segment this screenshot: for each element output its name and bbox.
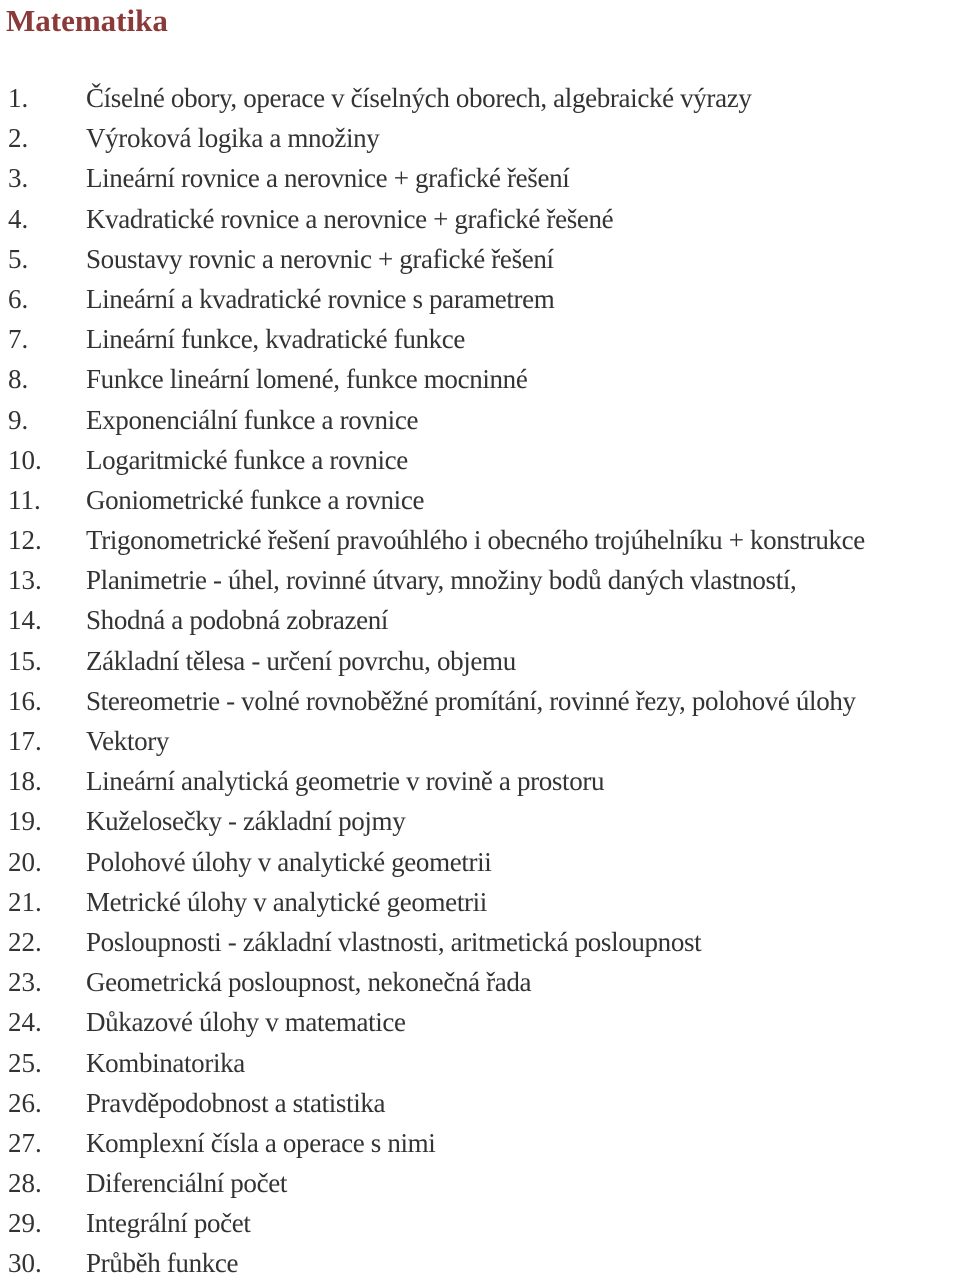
list-item-number: 7. (8, 324, 29, 355)
list-item-number: 11. (8, 484, 41, 515)
list-item-text: Kombinatorika (86, 1047, 245, 1078)
list-item-text: Logaritmické funkce a rovnice (86, 444, 408, 475)
list-item-text: Integrální počet (86, 1208, 251, 1239)
list-item-number: 27. (8, 1127, 42, 1158)
list-item-number: 24. (8, 1007, 42, 1038)
list-item-text: Geometrická posloupnost, nekonečná řada (86, 967, 532, 998)
list-item-number: 29. (8, 1208, 42, 1239)
list-item-text: Lineární a kvadratické rovnice s parametrem (86, 283, 555, 314)
list-item-text: Stereometrie - volné rovnoběžné promítání, rovinné řezy, polohové úlohy (86, 685, 856, 716)
list-item-number: 9. (8, 404, 29, 435)
list-item-text: Posloupnosti - základní vlastnosti, aritmetická posloupnost (86, 926, 702, 957)
list-item-number: 3. (8, 163, 29, 194)
list-item-text: Lineární rovnice a nerovnice + grafické řešení (86, 163, 570, 194)
list-item-number: 14. (8, 605, 42, 636)
list-item-text: Komplexní čísla a operace s nimi (86, 1127, 436, 1158)
list-item-number: 8. (8, 364, 29, 395)
list-item-text: Goniometrické funkce a rovnice (86, 484, 425, 515)
list-item-text: Diferenciální počet (86, 1168, 287, 1199)
list-item-text: Lineární analytická geometrie v rovině a prostoru (86, 766, 605, 797)
list-item-text: Pravděpodobnost a statistika (86, 1087, 386, 1118)
list-item-number: 23. (8, 967, 42, 998)
list-item-text: Kvadratické rovnice a nerovnice + grafické řešené (86, 203, 614, 234)
list-item-number: 10. (8, 444, 42, 475)
list-item-number: 20. (8, 846, 42, 877)
list-item-text: Metrické úlohy v analytické geometrii (86, 886, 487, 917)
list-item-number: 21. (8, 886, 42, 917)
list-item-text: Planimetrie - úhel, rovinné útvary, množiny bodů daných vlastností, (86, 565, 797, 596)
list-item-number: 1. (8, 83, 29, 113)
list-item-text: Vektory (86, 726, 170, 756)
page-title: Matematika (6, 3, 168, 38)
list-item-number: 6. (8, 283, 29, 314)
list-item-text: Číselné obory, operace v číselných oborech, algebraické výrazy (86, 83, 752, 113)
list-item-text: Výroková logika a množiny (86, 123, 380, 154)
list-item-number: 4. (8, 203, 29, 234)
list-item-text: Soustavy rovnic a nerovnic + grafické řešení (86, 243, 554, 274)
list-item-text: Trigonometrické řešení pravoúhlého i obecného trojúhelníku + konstrukce (86, 525, 865, 556)
list-item-number: 5. (8, 243, 29, 274)
list-item-text: Důkazové úlohy v matematice (86, 1007, 406, 1038)
list-item-text: Lineární funkce, kvadratické funkce (86, 324, 466, 355)
list-item-number: 28. (8, 1168, 42, 1199)
list-item-number: 30. (8, 1248, 42, 1279)
list-item-number: 15. (8, 645, 42, 676)
list-item-number: 25. (8, 1047, 42, 1078)
list-item-number: 12. (8, 525, 42, 556)
list-item-text: Základní tělesa - určení povrchu, objemu (86, 645, 516, 676)
list-item-text: Shodná a podobná zobrazení (86, 605, 389, 636)
list-item-number: 13. (8, 565, 42, 596)
list-item-text: Průběh funkce (86, 1248, 239, 1279)
list-item-text: Kuželosečky - základní pojmy (86, 806, 406, 837)
list-item-number: 26. (8, 1087, 42, 1118)
list-item-number: 17. (8, 726, 42, 756)
list-item-number: 18. (8, 766, 42, 797)
list-item-number: 2. (8, 123, 29, 154)
list-item-text: Exponenciální funkce a rovnice (86, 404, 419, 435)
list-item-text: Polohové úlohy v analytické geometrii (86, 846, 492, 877)
list-item-text: Funkce lineární lomené, funkce mocninné (86, 364, 528, 395)
list-item-number: 19. (8, 806, 42, 837)
list-item-number: 16. (8, 685, 42, 716)
list-item-number: 22. (8, 926, 42, 957)
